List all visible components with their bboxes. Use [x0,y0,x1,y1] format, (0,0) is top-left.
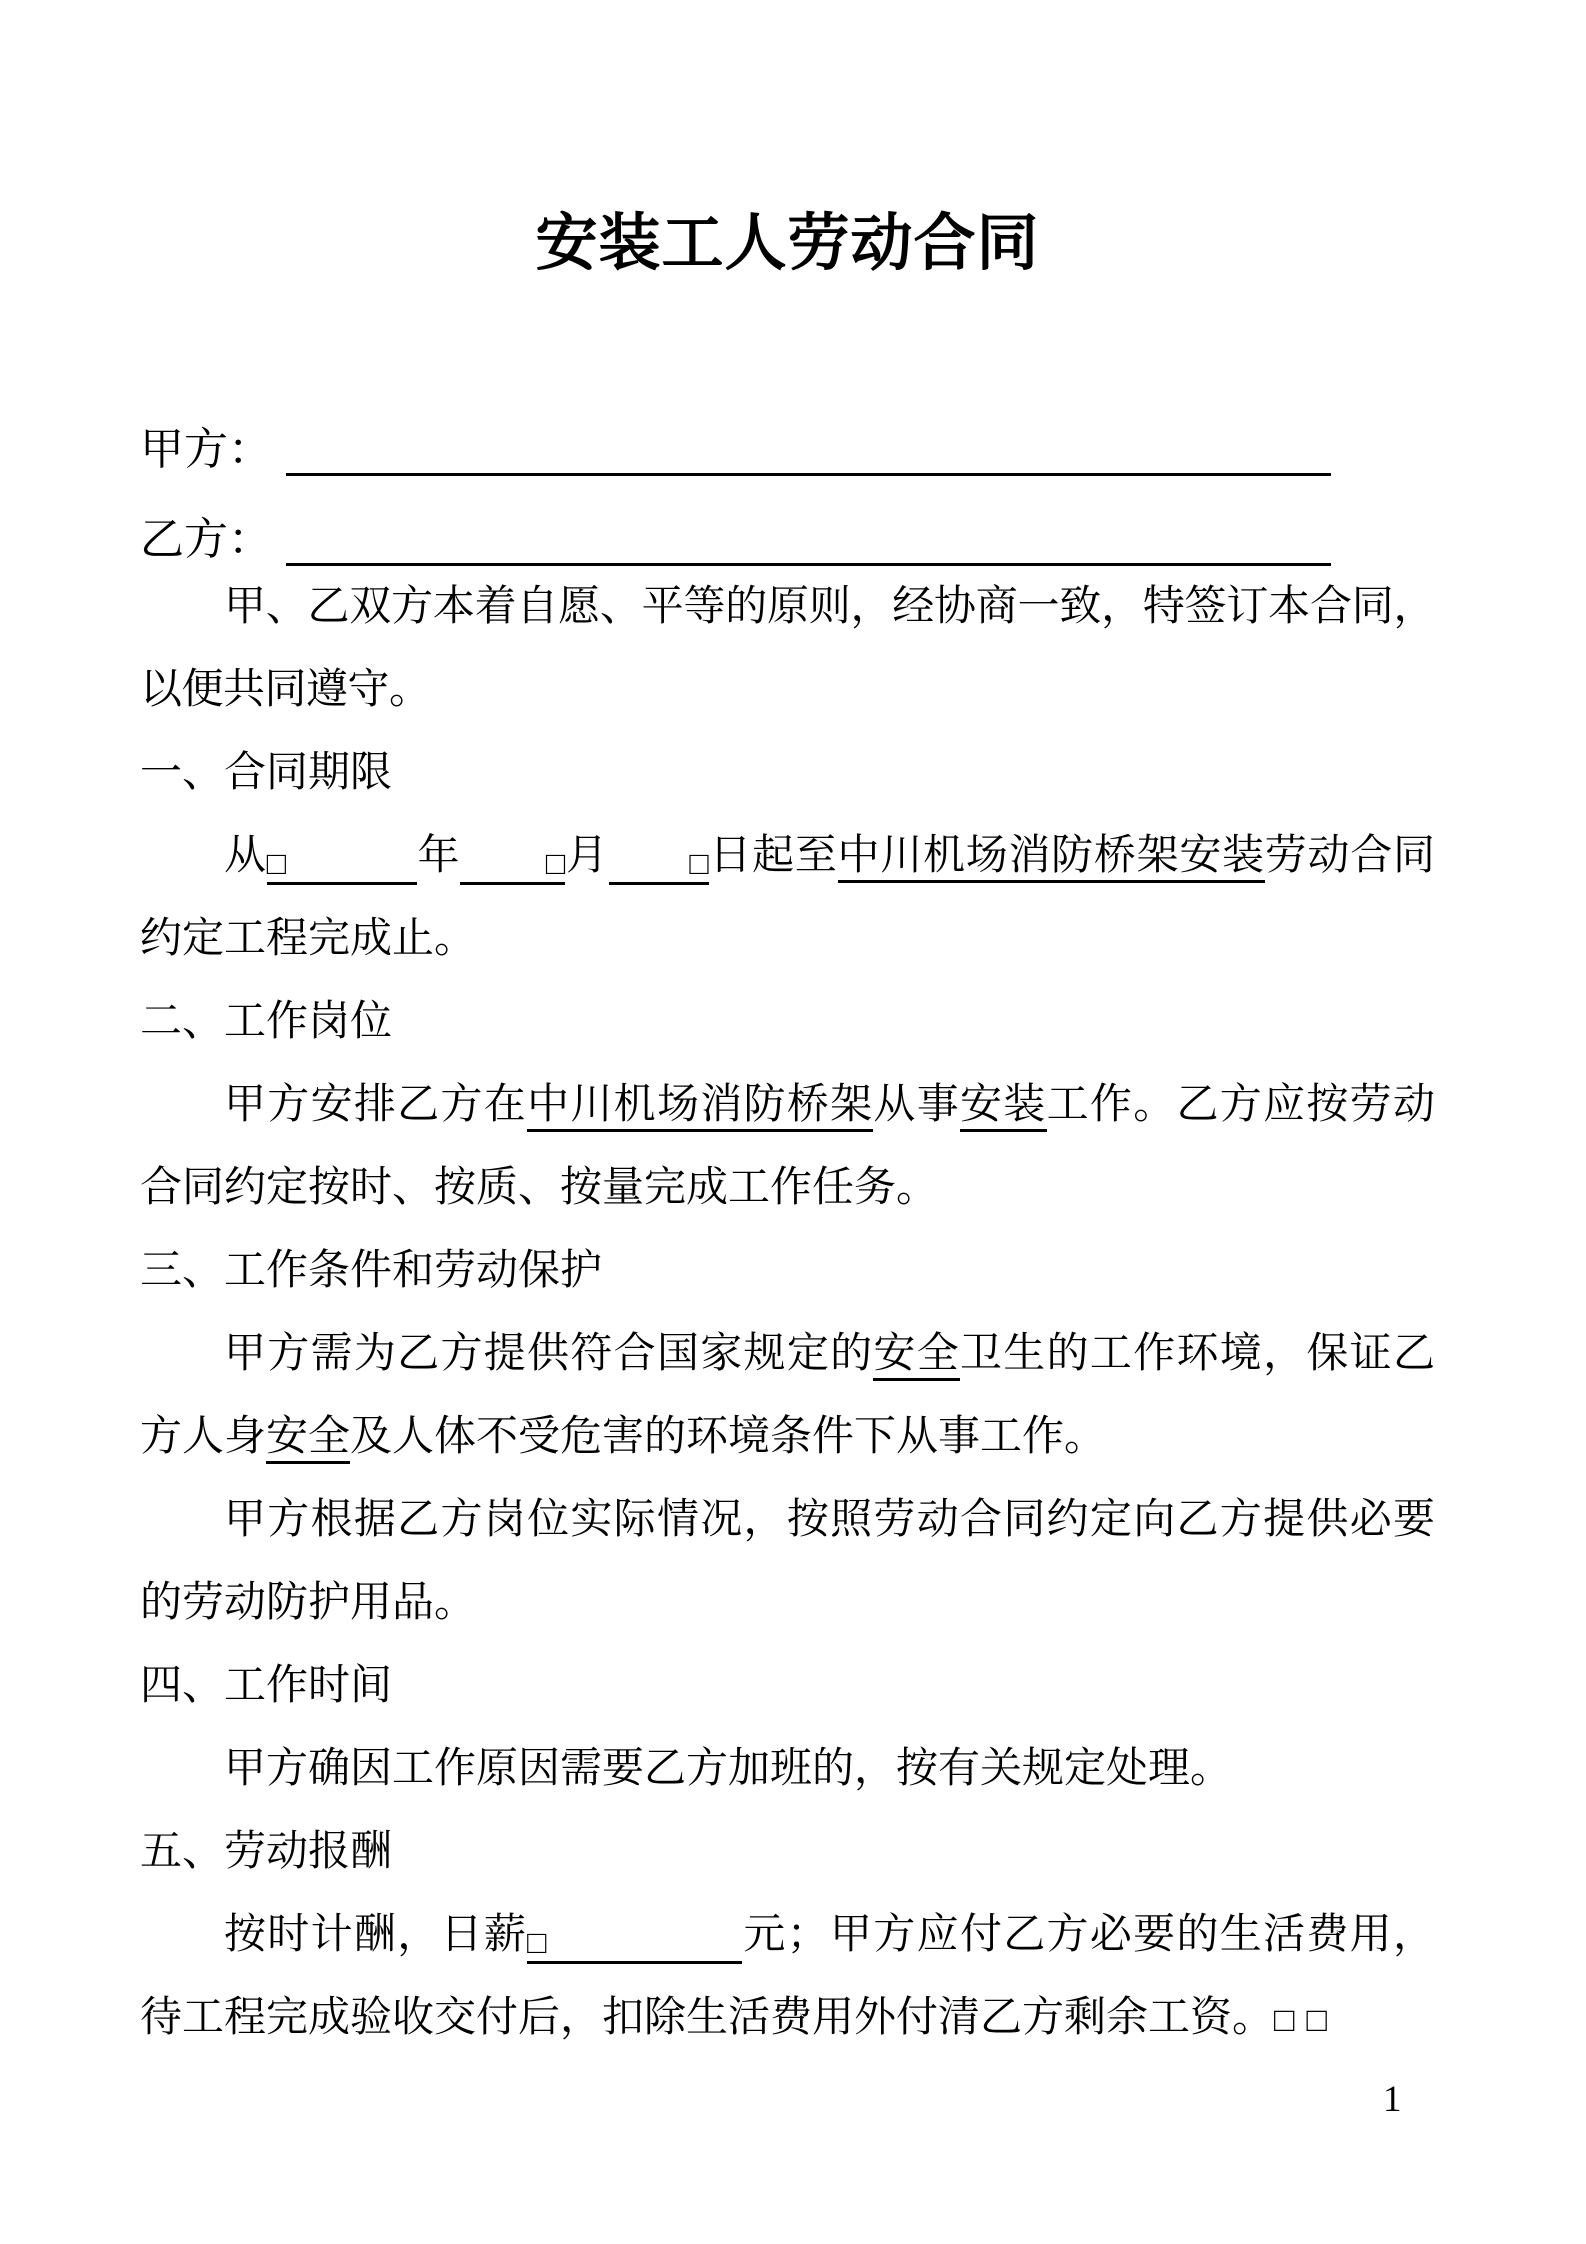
day-fill-blank [609,842,709,885]
pay-text-1: 按时计酬，日薪 [224,1912,528,1958]
term-prefix: 从 [224,833,267,879]
safety-text-2: 卫生的工作环境，保证乙方人身 [140,1331,1435,1460]
section-5-heading: 五、劳动报酬 [140,1829,393,1875]
year-fill-blank [267,842,417,885]
day-label: 日起至 [708,833,838,879]
protection-paragraph: 甲方根据乙方岗位实际情况，按照劳动合同约定向乙方提供必要的劳动防护用品。 [140,1497,1435,1626]
section-2-heading: 二、工作岗位 [140,999,393,1045]
daily-wage-fill-blank [527,1921,742,1964]
pay-text-2: 元；甲方应付乙方必要的生活费用，待工程完成验收交付后，扣除生活费用外付清乙方剩余工资。 [140,1912,1435,2041]
pay-paragraph [140,1894,1435,2062]
party-b-label: 乙方： [140,515,272,564]
page-number: 1 [1383,2079,1402,2120]
job-paragraph [140,1064,1435,1230]
party-b-row [140,476,1435,566]
term-paragraph [140,815,1435,981]
safety-underlined-1: 安全 [873,1331,960,1381]
parties-block [140,386,1435,566]
preamble-paragraph: 甲、乙双方本着自愿、平等的原则，经协商一致，特签订本合同，以便共同遵守。 [140,584,1435,713]
party-a-label: 甲方： [140,425,272,474]
year-label: 年 [416,833,461,879]
placeholder-box: □ [266,845,287,881]
safety-text-3: 及人体不受危害的环境条件下从事工作。 [350,1414,1107,1460]
contract-body [140,566,1435,2062]
safety-paragraph [140,1313,1435,1479]
job-text-1: 甲方安排乙方在 [224,1082,528,1128]
project-name-underlined: 中川机场消防桥架安装 [838,833,1265,883]
placeholder-box: □ [527,1924,547,1960]
party-b-fill-line [286,511,1331,566]
work-role-underlined: 安装 [960,1082,1047,1132]
overtime-paragraph: 甲方确因工作原因需要乙方加班的，按有关规定处理。 [224,1746,1233,1792]
section-1-heading: 一、合同期限 [140,750,393,796]
job-text-3: 工作。乙方应按劳动合同约定按时、按质、按量完成工作任务。 [140,1082,1435,1211]
placeholder-box: □ [689,845,709,881]
term-suffix: 劳动合同约定工程完成止。 [140,833,1435,962]
section-4-heading: 四、工作时间 [140,1663,393,1709]
placeholder-box: □ [545,845,566,881]
page-content [140,0,1435,2062]
month-fill-blank [460,842,565,885]
section-3-heading: 三、工作条件和劳动保护 [140,1248,603,1294]
job-text-2: 从事 [873,1082,961,1128]
party-a-row [140,386,1435,476]
safety-underlined-2: 安全 [266,1414,350,1464]
party-a-fill-line [286,421,1331,476]
safety-text-1: 甲方需为乙方提供符合国家规定的 [224,1331,874,1377]
document-title: 安装工人劳动合同 [535,210,1040,278]
trailing-placeholder-boxes: □□ [1274,2002,1340,2039]
work-location-underlined: 中川机场消防桥架 [527,1082,873,1132]
month-label: 月 [565,833,609,879]
